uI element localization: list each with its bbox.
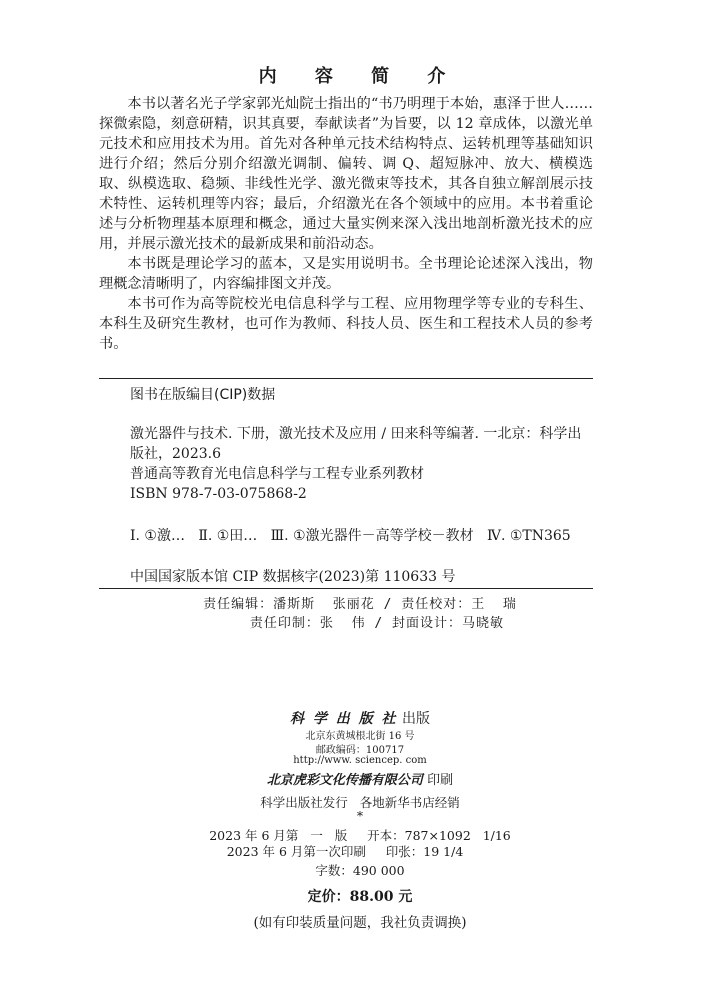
intro-paragraph-1: 本书以著名光子学家郭光灿院士指出的“书乃明理于本始，惠泽于世人……探微索隐，刻意研精，识其真要，奉献读者”为旨要，以 12 章成体，以激光单元技术和应用技术为用。首先对各种单元技术结构特点、运转机理等基础知识进行介绍；然后分别介绍激光调制、偏转、调 Q、超短脉冲、放大、横模选取、纵模选取、稳频、非线性光学、激光微束等技术，其各自独立解剖展示技术特性、运转机理等内容；最后，介绍激光在各个领域中的应用。本书着重论述与分析物理基本原理和概念，通过大量实例来深入浅出地剖析激光技术的应用，并展示激光技术的最新成果和前沿动态。 — [99, 96, 593, 252]
cip-isbn: ISBN 978-7-03-075868-2 — [130, 486, 307, 502]
cip-series: 普通高等教育光电信息科学与工程专业系列教材 — [130, 466, 424, 482]
staff-line-2: 责任印制：张 伟 / 封面设计：马晓敏 — [249, 616, 505, 631]
intro-text — [99, 94, 593, 354]
publisher-line — [0, 708, 720, 728]
printer-name: 北京虎彩文化传播有限公司 — [266, 773, 423, 788]
cip-record-number: 中国国家版本馆 CIP 数据核字(2023)第 110633 号 — [130, 569, 456, 585]
cip-classification: Ⅰ. ①激… Ⅱ. ①田… Ⅲ. ①激光器件－高等学校－教材 Ⅳ. ①TN365 — [130, 528, 571, 544]
publisher-address: 北京东黄城根北街 16 号 — [305, 731, 415, 742]
page-title: 内 容 简 介 — [258, 66, 462, 87]
cip-top-rule — [99, 378, 593, 379]
quality-note: (如有印装质量问题，我社负责调换) — [253, 915, 467, 931]
publisher-suffix: 出版 — [401, 711, 430, 727]
separator-star: * — [356, 808, 364, 823]
intro-paragraph-2: 本书既是理论学习的蓝本，又是实用说明书。全书理论论述深入浅出，物理概念清晰明了，内容编排图文并茂。 — [99, 256, 593, 292]
printer-line — [0, 769, 720, 788]
cip-book: 激光器件与技术. 下册，激光技术及应用 / 田来科等编著. 一北京：科学出版社，2023.6 — [130, 426, 582, 462]
price: 定价：88.00 元 — [307, 889, 413, 905]
publisher-postcode: 邮政编码：100717 — [315, 745, 405, 756]
cip-record — [130, 424, 582, 504]
cip-heading: 图书在版编目(CIP)数据 — [130, 387, 276, 403]
printer-suffix: 印刷 — [427, 773, 454, 788]
edition-line-2: 2023 年 6 月第一次印刷 印张：19 1/4 — [226, 844, 464, 859]
publisher-url: http://www. sciencep. com — [293, 755, 427, 766]
intro-paragraph-3: 本书可作为高等院校光电信息科学与工程、应用物理学等专业的专科生、本科生及研究生教材，也可作为教师、科技人员、医生和工程技术人员的参考书。 — [99, 296, 593, 352]
distribution-line: 科学出版社发行 各地新华书店经销 — [260, 795, 460, 810]
cip-bottom-rule — [99, 588, 593, 589]
staff-line-1: 责任编辑：潘斯斯 张丽花 / 责任校对：王 瑞 — [203, 597, 517, 612]
word-count: 字数：490 000 — [315, 863, 405, 878]
publisher-name: 科 学 出 版 社 — [290, 711, 398, 727]
edition-line-1: 2023 年 6 月第 一 版 开本：787×1092 1/16 — [209, 828, 511, 843]
